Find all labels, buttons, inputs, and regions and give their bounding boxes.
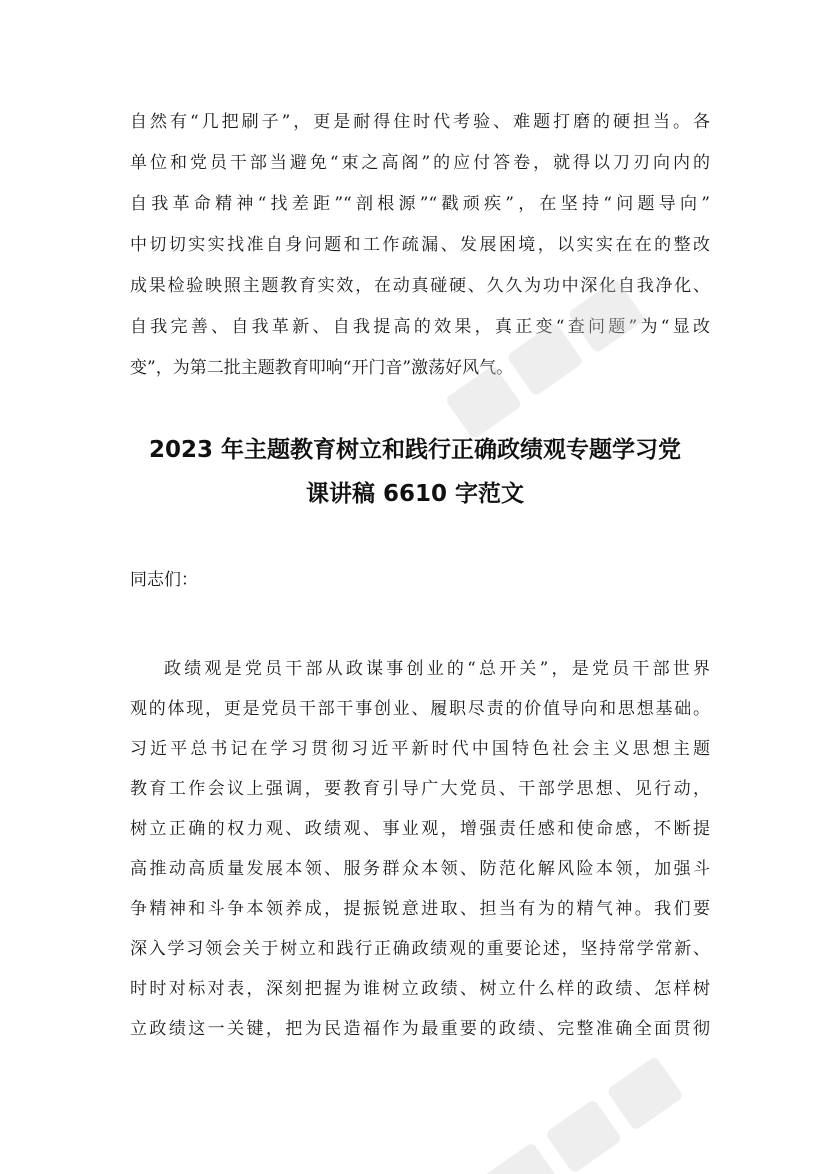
- paragraph-line: 高推动高质量发展本领、服务群众本领、防范化解风险本领，加强斗: [130, 859, 710, 879]
- document-title: 2023 年主题教育树立和践行正确政绩观专题学习党: [148, 437, 682, 463]
- paragraph-line: 教育工作会议上强调，要教育引导广大党员、干部学思想、见行动，: [130, 779, 710, 799]
- salutation: 同志们：: [130, 570, 198, 590]
- document-title: 课讲稿 6610 字范文: [305, 481, 525, 507]
- paragraph-line: 成果检验映照主题教育实效，在动真碰硬、久久为功中深化自我净化、: [130, 276, 710, 296]
- paragraph-line: 争精神和斗争本领养成，提振锐意进取、担当有为的精气神。我们要: [130, 899, 710, 919]
- paragraph-line: 自我革命精神“找差距”“剖根源”“戳顽疾”，在坚持“问题导向”: [130, 194, 710, 214]
- paragraph-line: 中切切实实找准自身问题和工作疏漏、发展困境，以实实在在的整改: [130, 235, 710, 255]
- paragraph-line: 观的体现，更是党员干部干事创业、履职尽责的价值导向和思想基础。: [130, 699, 710, 719]
- paragraph-line: 深入学习领会关于树立和践行正确政绩观的重要论述，坚持常学常新、: [130, 939, 710, 959]
- paragraph-line: 自然有“几把刷子”，更是耐得住时代考验、难题打磨的硬担当。各: [130, 112, 710, 132]
- paragraph-line: 习近平总书记在学习贯彻习近平新时代中国特色社会主义思想主题: [130, 739, 710, 759]
- paragraph-line: 时时对标对表，深刻把握为谁树立政绩、树立什么样的政绩、怎样树: [130, 979, 710, 999]
- paragraph-line: 政绩观是党员干部从政谋事创业的“总开关”，是党员干部世界: [164, 659, 710, 679]
- paragraph-line: 树立正确的权力观、政绩观、事业观，增强责任感和使命感，不断提: [130, 819, 710, 839]
- watermark-mark: [429, 236, 694, 459]
- paragraph-line: 立政绩这一关键，把为民造福作为最重要的政绩、完整准确全面贯彻: [130, 1019, 710, 1039]
- paragraph-line: 自我完善、自我革新、自我提高的效果，真正变“查问题”为“显改: [130, 317, 710, 337]
- paragraph-line: 单位和党员干部当避免“束之高阁”的应付答卷，就得以刀刃向内的: [130, 153, 710, 173]
- paragraph-line: 变”，为第二批主题教育叩响“开门音”激荡好风气。: [130, 358, 514, 378]
